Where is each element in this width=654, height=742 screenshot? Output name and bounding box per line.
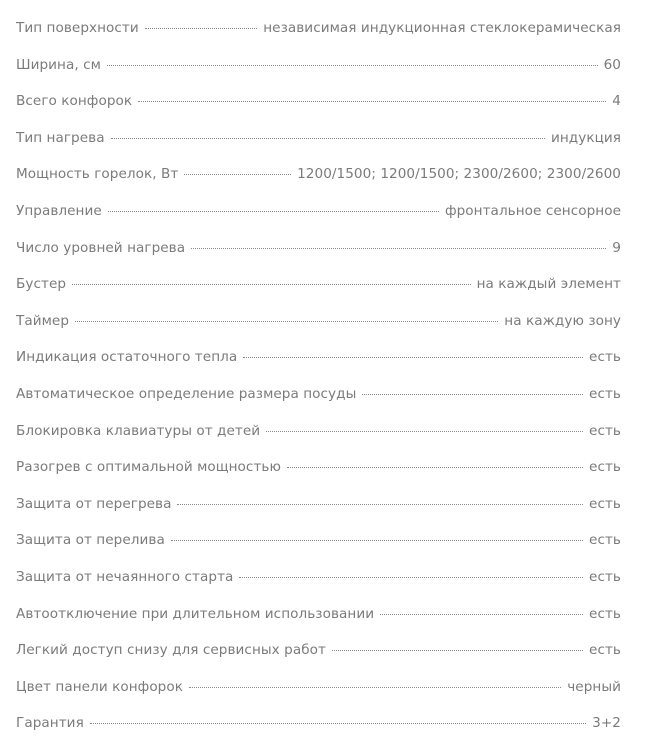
spec-value: 3+2 — [592, 715, 621, 732]
dot-leader — [239, 577, 583, 578]
spec-name: Индикация остаточного тепла — [16, 349, 238, 366]
spec-value: черный — [567, 678, 621, 695]
spec-row — [16, 632, 621, 669]
spec-value: независимая индукционная стеклокерамическая — [263, 20, 621, 36]
dot-leader — [380, 614, 583, 615]
spec-row — [16, 120, 621, 157]
dot-leader — [266, 431, 583, 432]
spec-name: Ширина, см — [16, 56, 101, 73]
spec-row — [16, 83, 621, 120]
dot-leader — [75, 321, 498, 322]
dot-leader — [72, 284, 471, 285]
dot-leader — [189, 687, 561, 688]
spec-name: Тип поверхности — [16, 20, 139, 36]
spec-name: Число уровней нагрева — [16, 239, 186, 256]
spec-value: 9 — [612, 239, 621, 256]
spec-value: есть — [589, 495, 621, 512]
spec-name: Автоматическое определение размера посуды — [16, 385, 357, 402]
spec-value: есть — [589, 349, 621, 366]
spec-value: фронтальное сенсорное — [444, 202, 621, 219]
spec-row — [16, 376, 621, 413]
dot-leader — [332, 650, 583, 651]
spec-list — [16, 10, 621, 742]
dot-leader — [191, 248, 606, 249]
spec-value: есть — [589, 605, 621, 622]
spec-value: есть — [589, 642, 621, 659]
spec-name: Защита от перелива — [16, 532, 165, 549]
spec-value: есть — [589, 568, 621, 585]
dot-leader — [177, 504, 583, 505]
spec-row — [16, 339, 621, 376]
spec-value: на каждый элемент — [476, 276, 621, 293]
dot-leader — [171, 540, 583, 541]
dot-leader — [362, 394, 583, 395]
spec-value: есть — [589, 532, 621, 549]
spec-row — [16, 47, 621, 84]
spec-name: Мощность горелок, Вт — [16, 166, 179, 183]
spec-name: Таймер — [16, 312, 70, 329]
spec-name: Тип нагрева — [16, 129, 105, 146]
spec-row — [16, 193, 621, 230]
spec-row — [16, 559, 621, 596]
spec-name: Управление — [16, 202, 102, 219]
spec-row — [16, 266, 621, 303]
dot-leader — [108, 211, 439, 212]
dot-leader — [107, 65, 598, 66]
spec-row — [16, 10, 621, 47]
dot-leader — [138, 101, 606, 102]
spec-value: на каждую зону — [504, 312, 621, 329]
spec-name: Автоотключение при длительном использовании — [16, 605, 375, 622]
spec-name: Защита от нечаянного старта — [16, 568, 234, 585]
spec-name: Легкий доступ снизу для сервисных работ — [16, 642, 326, 659]
spec-name: Блокировка клавиатуры от детей — [16, 422, 261, 439]
dot-leader — [184, 174, 291, 175]
spec-value: есть — [589, 422, 621, 439]
spec-row — [16, 522, 621, 559]
spec-value: 4 — [612, 93, 621, 110]
spec-value: 1200/1500; 1200/1500; 2300/2600; 2300/2600 — [297, 166, 621, 183]
spec-name: Бустер — [16, 276, 67, 293]
spec-name: Цвет панели конфорок — [16, 678, 183, 695]
spec-row — [16, 669, 621, 706]
dot-leader — [243, 357, 583, 358]
spec-row — [16, 230, 621, 267]
dot-leader — [111, 138, 545, 139]
spec-value: есть — [589, 385, 621, 402]
dot-leader — [145, 28, 257, 29]
spec-row — [16, 449, 621, 486]
spec-row — [16, 413, 621, 450]
spec-value: индукция — [550, 129, 621, 146]
spec-value: 60 — [603, 56, 621, 73]
dot-leader — [90, 723, 586, 724]
spec-name: Защита от перегрева — [16, 495, 172, 512]
spec-name: Разогрев с оптимальной мощностью — [16, 459, 281, 476]
spec-value: есть — [589, 459, 621, 476]
spec-row — [16, 303, 621, 340]
spec-row — [16, 596, 621, 633]
spec-name: Гарантия — [16, 715, 84, 732]
spec-name: Всего конфорок — [16, 93, 133, 110]
spec-row — [16, 705, 621, 742]
spec-row — [16, 486, 621, 523]
spec-row — [16, 156, 621, 193]
dot-leader — [287, 467, 583, 468]
